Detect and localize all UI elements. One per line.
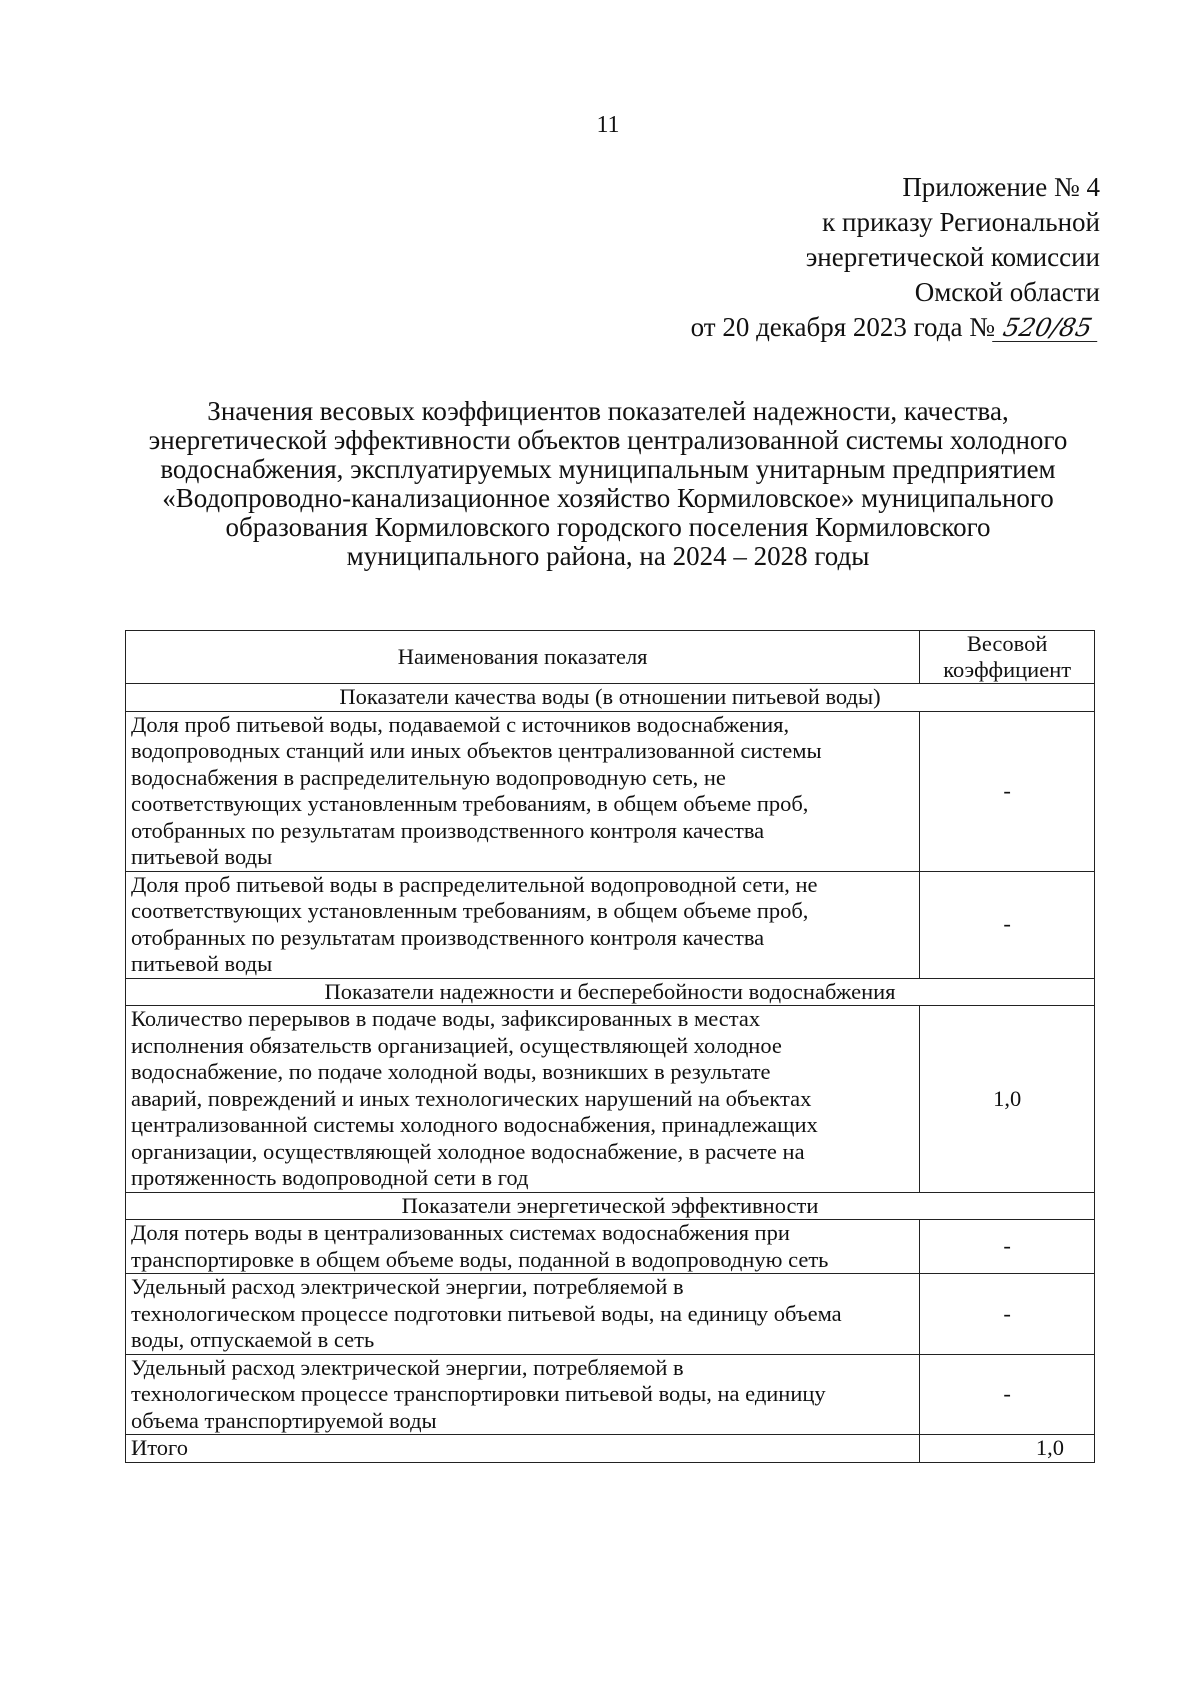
weight-coefficient-cell: - [920,1354,1095,1435]
title-line: Значения весовых коэффициентов показателей надежности, качества, [207,396,1009,426]
header-coef-line: коэффициент [943,657,1072,682]
weight-coefficient-cell: - [920,1274,1095,1355]
indicator-name-line: Удельный расход электрической энергии, потребляемой в [131,1274,684,1299]
appendix-header [691,170,1100,345]
table-row [126,871,1095,978]
title-line: водоснабжения, эксплуатируемых муниципальным унитарным предприятием [160,454,1056,484]
indicator-name-line: Доля проб питьевой воды в распределительной водопроводной сети, не [131,871,818,897]
header-indicator-name: Наименования показателя [126,631,920,684]
section-row [126,684,1095,712]
title-line: муниципального района, на 2024 – 2028 годы [346,541,870,571]
indicators-table [125,630,1095,1463]
table-header-row [126,631,1095,684]
section-title: Показатели надежности и бесперебойности водоснабжения [126,978,1095,1006]
handwritten-order-number: 520/85 [992,315,1103,342]
weight-coefficient-cell: - [920,871,1095,978]
appendix-date-line [691,310,1100,345]
appendix-line: Приложение № 4 [902,172,1100,202]
total-value: 1,0 [920,1435,1095,1463]
indicator-name-line: воды, отпускаемой в сеть [131,1327,375,1352]
indicator-name-line: водопроводных станций или иных объектов централизованной системы [131,738,822,763]
indicator-name-line: Удельный расход электрической энергии, потребляемой в [131,1354,684,1380]
table-row [126,1354,1095,1435]
indicator-name-line: исполнения обязательств организацией, осуществляющей холодное [131,1032,782,1058]
table-row [126,711,1095,871]
weight-coefficient-cell: - [920,711,1095,871]
document-title [110,397,1106,571]
weight-coefficient-cell: - [920,1220,1095,1274]
indicator-name-line: соответствующих установленным требованиям, в общем объеме проб, [131,791,809,816]
appendix-date-text: от 20 декабря 2023 года № [690,312,995,342]
page-number: 11 [596,112,620,138]
indicator-name-cell [126,1274,920,1355]
title-line: образования Кормиловского городского поселения Кормиловского [225,512,991,542]
indicator-name-line: технологическом процессе транспортировки питьевой воды, на единицу [131,1381,826,1406]
indicator-name-line: объема транспортируемой воды [131,1407,437,1433]
appendix-line: Омской области [914,277,1100,307]
table-body [126,684,1095,1463]
indicator-name-line: водоснабжения в распределительную водопроводную сеть, не [131,764,726,790]
table-row [126,1274,1095,1355]
indicator-name-line: питьевой воды [131,951,273,976]
indicator-name-line: Доля потерь воды в централизованных системах водоснабжения при [131,1220,790,1245]
table-row [126,1006,1095,1193]
indicator-name-line: протяженность водопроводной сети в год [131,1165,529,1190]
title-line: «Водопроводно-канализационное хозяйство Кормиловское» муниципального [162,483,1054,513]
section-title: Показатели энергетической эффективности [126,1192,1095,1220]
indicator-name-line: отобранных по результатам производственного контроля качества [131,924,765,950]
indicator-name-line: Доля проб питьевой воды, подаваемой с источников водоснабжения, [131,711,790,737]
indicator-name-cell [126,1354,920,1435]
indicator-name-cell [126,711,920,871]
indicator-name-line: отобранных по результатам производственного контроля качества [131,817,765,843]
indicator-name-line: соответствующих установленным требованиям, в общем объеме проб, [131,898,809,923]
appendix-line: к приказу Региональной [822,207,1100,237]
indicator-name-line: организации, осуществляющей холодное водоснабжение, в расчете на [131,1138,805,1164]
total-label: Итого [126,1435,920,1463]
indicator-name-line: транспортировке в общем объеме воды, поданной в водопроводную сеть [131,1246,829,1272]
indicator-name-cell [126,871,920,978]
indicator-name-line: Количество перерывов в подаче воды, зафиксированных в местах [131,1006,761,1031]
section-title: Показатели качества воды (в отношении питьевой воды) [126,684,1095,712]
title-line: энергетической эффективности объектов централизованной системы холодного [148,425,1068,455]
indicator-name-line: питьевой воды [131,844,273,869]
indicator-name-line: централизованной системы холодного водоснабжения, принадлежащих [131,1112,818,1137]
indicator-name-line: аварий, повреждений и иных технологических нарушений на объектах [131,1085,812,1111]
header-weight-coefficient [920,631,1095,684]
total-row [126,1435,1095,1463]
table-row [126,1220,1095,1274]
section-row [126,978,1095,1006]
section-row [126,1192,1095,1220]
appendix-line: энергетической комиссии [805,242,1100,272]
weight-coefficient-cell: 1,0 [920,1006,1095,1193]
indicator-name-line: водоснабжение, по подаче холодной воды, возникших в результате [131,1059,771,1084]
indicator-name-cell [126,1006,920,1193]
indicator-name-cell [126,1220,920,1274]
indicator-name-line: технологическом процессе подготовки питьевой воды, на единицу объема [131,1300,842,1326]
header-coef-line: Весовой [966,631,1048,656]
